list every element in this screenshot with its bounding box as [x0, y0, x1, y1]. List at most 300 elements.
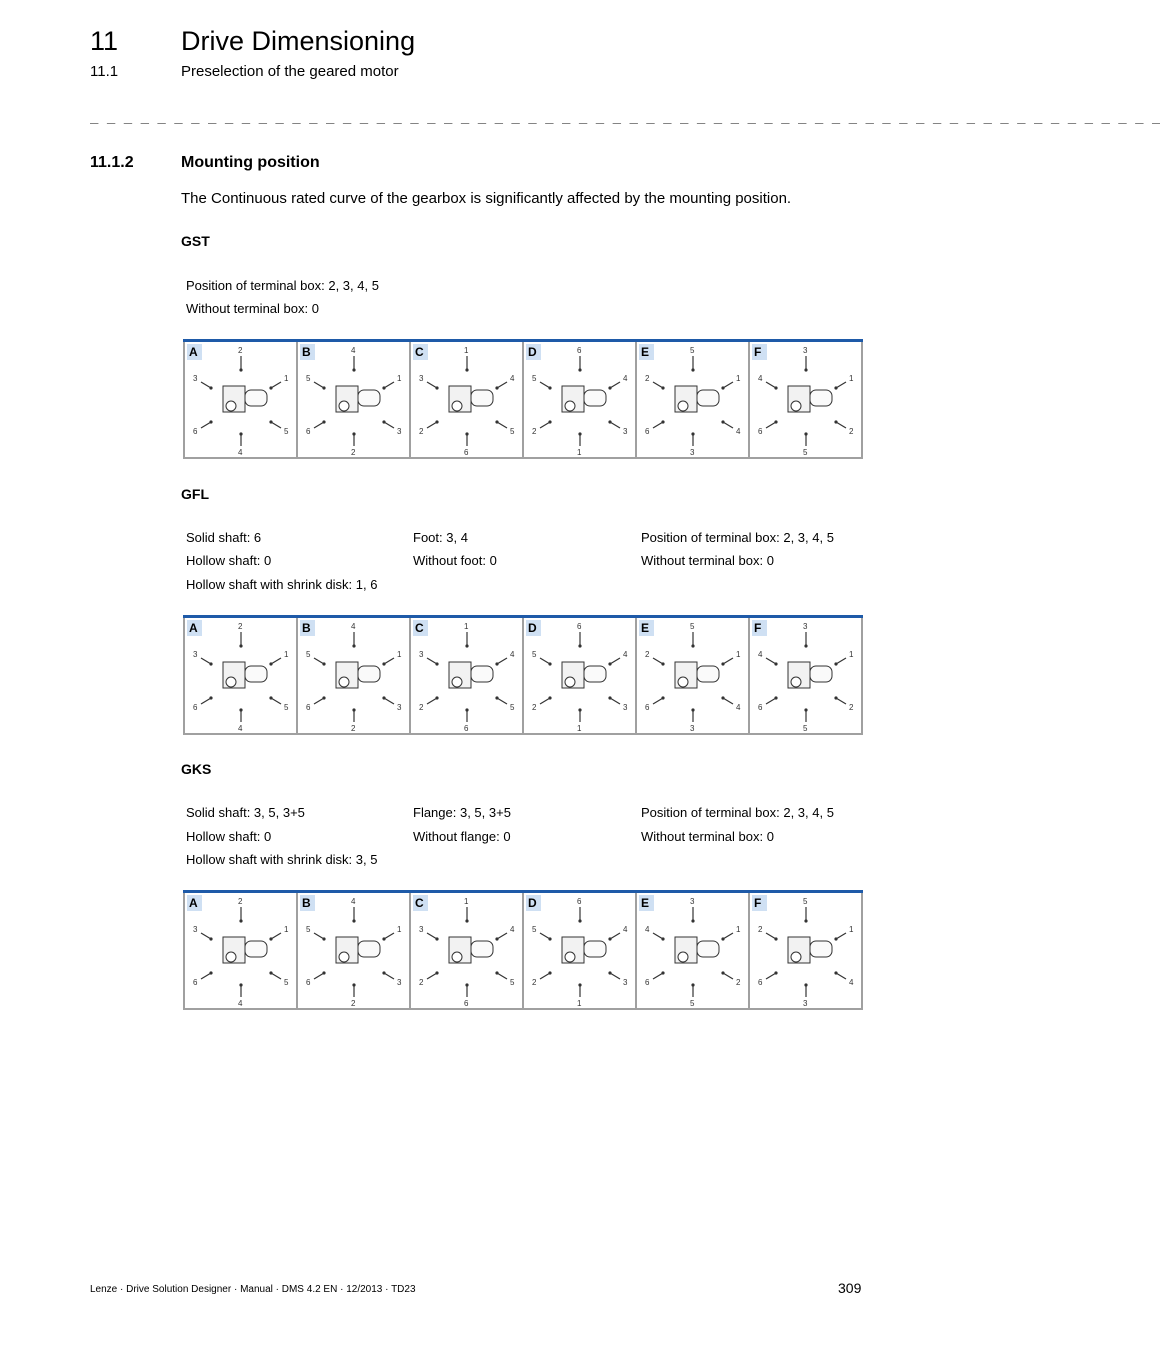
- arrow-head: [804, 432, 807, 435]
- arrow-head: [691, 644, 694, 647]
- output-shaft: [339, 401, 349, 411]
- spec-text: Without terminal box: 0: [186, 301, 319, 316]
- direction-number: 5: [690, 346, 695, 355]
- gearmotor-drawing: [524, 893, 636, 1010]
- direction-number: 4: [238, 999, 243, 1008]
- output-shaft: [678, 952, 688, 962]
- direction-arrow: [427, 382, 437, 388]
- direction-number: 2: [351, 448, 356, 457]
- arrow-head: [691, 983, 694, 986]
- arrow-head: [608, 971, 611, 974]
- output-shaft: [226, 401, 236, 411]
- direction-number: 5: [510, 427, 515, 436]
- arrow-head: [209, 662, 212, 665]
- arrow-head: [721, 662, 724, 665]
- direction-number: 6: [306, 427, 311, 436]
- direction-number: 5: [803, 448, 808, 457]
- direction-number: 5: [803, 724, 808, 733]
- direction-arrow: [271, 933, 281, 939]
- direction-arrow: [384, 933, 394, 939]
- direction-arrow: [540, 973, 550, 979]
- mounting-position-cell: [748, 618, 863, 735]
- mounting-position-cell: [296, 618, 411, 735]
- arrow-head: [495, 662, 498, 665]
- direction-number: 4: [351, 897, 356, 906]
- arrow-head: [269, 971, 272, 974]
- arrow-head: [435, 971, 438, 974]
- motor-body: [245, 666, 267, 682]
- output-shaft: [452, 401, 462, 411]
- direction-number: 5: [284, 978, 289, 987]
- arrow-head: [435, 662, 438, 665]
- output-shaft: [678, 401, 688, 411]
- arrow-head: [548, 937, 551, 940]
- direction-arrow: [723, 422, 733, 428]
- spec-text: Solid shaft: 3, 5, 3+5: [186, 805, 305, 820]
- direction-arrow: [497, 382, 507, 388]
- output-shaft: [339, 952, 349, 962]
- direction-number: 2: [758, 925, 763, 934]
- direction-arrow: [653, 973, 663, 979]
- arrow-head: [804, 644, 807, 647]
- motor-body: [245, 390, 267, 406]
- arrow-head: [352, 644, 355, 647]
- arrow-head: [578, 432, 581, 435]
- arrow-head: [691, 368, 694, 371]
- direction-number: 6: [758, 978, 763, 987]
- direction-arrow: [723, 658, 733, 664]
- arrow-head: [239, 644, 242, 647]
- arrow-head: [322, 420, 325, 423]
- arrow-head: [608, 696, 611, 699]
- direction-number: 6: [306, 703, 311, 712]
- direction-arrow: [540, 382, 550, 388]
- direction-number: 4: [758, 374, 763, 383]
- direction-arrow: [653, 933, 663, 939]
- direction-arrow: [384, 422, 394, 428]
- direction-number: 3: [803, 346, 808, 355]
- arrow-head: [774, 662, 777, 665]
- motor-body: [810, 666, 832, 682]
- mounting-position-cell: [522, 618, 637, 735]
- direction-number: 1: [577, 724, 582, 733]
- position-tag: A: [187, 620, 202, 636]
- arrow-head: [239, 368, 242, 371]
- direction-number: 1: [849, 925, 854, 934]
- mounting-position-cell: [748, 342, 863, 459]
- group-label-gfl: GFL: [181, 486, 209, 502]
- direction-arrow: [497, 658, 507, 664]
- direction-arrow: [836, 658, 846, 664]
- direction-arrow: [723, 933, 733, 939]
- direction-arrow: [610, 933, 620, 939]
- position-tag: B: [300, 344, 315, 360]
- arrow-head: [834, 662, 837, 665]
- position-tag: F: [752, 620, 767, 636]
- direction-number: 1: [849, 374, 854, 383]
- arrow-head: [804, 983, 807, 986]
- direction-arrow: [653, 422, 663, 428]
- direction-arrow: [201, 658, 211, 664]
- arrow-head: [435, 937, 438, 940]
- output-shaft: [565, 677, 575, 687]
- gearmotor-drawing: [524, 618, 636, 735]
- direction-number: 3: [803, 622, 808, 631]
- arrow-head: [495, 937, 498, 940]
- arrow-head: [495, 696, 498, 699]
- direction-number: 5: [532, 374, 537, 383]
- direction-number: 5: [306, 650, 311, 659]
- direction-number: 2: [419, 703, 424, 712]
- output-shaft: [452, 677, 462, 687]
- motor-body: [697, 390, 719, 406]
- direction-number: 2: [849, 427, 854, 436]
- direction-number: 2: [419, 427, 424, 436]
- gearmotor-drawing: [637, 893, 749, 1010]
- motor-body: [810, 941, 832, 957]
- direction-arrow: [540, 422, 550, 428]
- position-tag: B: [300, 895, 315, 911]
- gearmotor-drawing: [750, 618, 862, 735]
- arrow-head: [721, 937, 724, 940]
- direction-number: 5: [690, 622, 695, 631]
- chapter-title: Drive Dimensioning: [181, 26, 416, 56]
- direction-number: 4: [645, 925, 650, 934]
- direction-number: 1: [464, 897, 469, 906]
- motor-body: [358, 941, 380, 957]
- spec-text: Foot: 3, 4: [413, 530, 468, 545]
- motor-body: [810, 390, 832, 406]
- mounting-position-cell: [296, 893, 411, 1010]
- direction-arrow: [610, 422, 620, 428]
- position-tag: C: [413, 895, 428, 911]
- direction-number: 1: [736, 374, 741, 383]
- arrow-head: [269, 662, 272, 665]
- arrow-head: [269, 937, 272, 940]
- arrow-head: [548, 386, 551, 389]
- direction-number: 1: [284, 925, 289, 934]
- direction-arrow: [653, 382, 663, 388]
- arrow-head: [322, 696, 325, 699]
- arrow-head: [834, 696, 837, 699]
- direction-number: 3: [193, 925, 198, 934]
- arrow-head: [209, 971, 212, 974]
- motor-body: [697, 941, 719, 957]
- direction-arrow: [314, 658, 324, 664]
- direction-number: 4: [238, 724, 243, 733]
- direction-arrow: [497, 973, 507, 979]
- arrow-head: [804, 919, 807, 922]
- position-tag: F: [752, 344, 767, 360]
- direction-arrow: [723, 698, 733, 704]
- direction-arrow: [540, 658, 550, 664]
- direction-arrow: [427, 658, 437, 664]
- position-tag: A: [187, 344, 202, 360]
- gearmotor-drawing: [524, 342, 636, 459]
- output-shaft: [565, 952, 575, 962]
- arrow-head: [661, 696, 664, 699]
- direction-number: 4: [849, 978, 854, 987]
- spec-text: Position of terminal box: 2, 3, 4, 5: [641, 530, 834, 545]
- output-shaft: [791, 401, 801, 411]
- position-tag: D: [526, 620, 541, 636]
- motor-body: [584, 390, 606, 406]
- arrow-head: [608, 662, 611, 665]
- direction-number: 1: [849, 650, 854, 659]
- arrow-head: [352, 432, 355, 435]
- arrow-head: [322, 971, 325, 974]
- arrow-head: [834, 971, 837, 974]
- direction-number: 5: [306, 925, 311, 934]
- arrow-head: [661, 386, 664, 389]
- motor-body: [471, 390, 493, 406]
- direction-number: 3: [690, 897, 695, 906]
- direction-number: 3: [419, 374, 424, 383]
- direction-arrow: [653, 698, 663, 704]
- direction-arrow: [271, 658, 281, 664]
- spec-text: Without foot: 0: [413, 553, 497, 568]
- mounting-position-cell: [183, 893, 298, 1010]
- direction-number: 4: [736, 427, 741, 436]
- motor-body: [697, 666, 719, 682]
- gearmotor-drawing: [185, 618, 297, 735]
- arrow-head: [774, 386, 777, 389]
- direction-arrow: [271, 973, 281, 979]
- direction-number: 6: [193, 978, 198, 987]
- chapter-number: 11: [90, 26, 119, 56]
- direction-number: 2: [351, 724, 356, 733]
- gearmotor-drawing: [411, 342, 523, 459]
- arrow-head: [548, 662, 551, 665]
- direction-number: 4: [510, 650, 515, 659]
- arrow-head: [209, 386, 212, 389]
- position-tag: D: [526, 895, 541, 911]
- gearmotor-drawing: [637, 618, 749, 735]
- gearmotor-drawing: [637, 342, 749, 459]
- direction-number: 1: [577, 999, 582, 1008]
- arrow-head: [834, 937, 837, 940]
- direction-arrow: [427, 933, 437, 939]
- direction-number: 6: [306, 978, 311, 987]
- spec-text: Hollow shaft: 0: [186, 829, 272, 844]
- arrow-head: [239, 708, 242, 711]
- gearmotor-drawing: [750, 893, 862, 1010]
- motor-body: [245, 941, 267, 957]
- direction-arrow: [836, 382, 846, 388]
- arrow-head: [382, 696, 385, 699]
- mounting-grid-gfl: [183, 615, 863, 735]
- direction-arrow: [384, 973, 394, 979]
- direction-arrow: [271, 382, 281, 388]
- output-shaft: [226, 677, 236, 687]
- position-tag: C: [413, 620, 428, 636]
- direction-number: 1: [284, 650, 289, 659]
- arrow-head: [721, 696, 724, 699]
- mounting-position-cell: [748, 893, 863, 1010]
- arrow-head: [269, 420, 272, 423]
- intro-paragraph: The Continuous rated curve of the gearbox is significantly affected by the mounting position.: [181, 190, 792, 207]
- arrow-head: [209, 696, 212, 699]
- arrow-head: [465, 708, 468, 711]
- direction-number: 6: [464, 448, 469, 457]
- subsection-title: Mounting position: [181, 154, 320, 171]
- arrow-head: [834, 386, 837, 389]
- direction-arrow: [271, 422, 281, 428]
- spec-text: Hollow shaft: 0: [186, 553, 272, 568]
- direction-number: 1: [577, 448, 582, 457]
- arrow-head: [548, 971, 551, 974]
- direction-number: 1: [397, 374, 402, 383]
- direction-number: 5: [690, 999, 695, 1008]
- direction-number: 2: [419, 978, 424, 987]
- direction-number: 3: [690, 724, 695, 733]
- direction-number: 5: [284, 703, 289, 712]
- direction-number: 6: [577, 346, 582, 355]
- direction-number: 3: [419, 925, 424, 934]
- arrow-head: [352, 368, 355, 371]
- direction-arrow: [384, 382, 394, 388]
- arrow-head: [578, 983, 581, 986]
- position-tag: D: [526, 344, 541, 360]
- direction-number: 4: [510, 925, 515, 934]
- arrow-head: [322, 386, 325, 389]
- arrow-head: [382, 386, 385, 389]
- direction-number: 1: [464, 622, 469, 631]
- section-divider: _ _ _ _ _ _ _ _ _ _ _ _ _ _ _ _ _ _ _ _ _ _ _ _ _ _ _ _ _ _ _ _ _ _ _ _ _ _ _ _ _ _ _ _ _ _ _ _ _ _ _ _ _ _ _ _ _ _ _ _ _ _ _ _: [90, 108, 1160, 124]
- direction-number: 4: [623, 925, 628, 934]
- direction-arrow: [540, 698, 550, 704]
- direction-number: 4: [238, 448, 243, 457]
- section-number: 11.1: [90, 63, 119, 80]
- section-title: Preselection of the geared motor: [181, 63, 399, 80]
- arrow-head: [774, 971, 777, 974]
- mounting-grid-gst: [183, 339, 863, 459]
- direction-number: 3: [623, 427, 628, 436]
- arrow-head: [804, 368, 807, 371]
- direction-arrow: [836, 933, 846, 939]
- motor-body: [471, 941, 493, 957]
- direction-arrow: [723, 973, 733, 979]
- motor-body: [471, 666, 493, 682]
- position-tag: A: [187, 895, 202, 911]
- arrow-head: [465, 432, 468, 435]
- direction-number: 2: [238, 622, 243, 631]
- direction-arrow: [610, 698, 620, 704]
- spec-text: Solid shaft: 6: [186, 530, 262, 545]
- arrow-head: [209, 420, 212, 423]
- gearmotor-drawing: [750, 342, 862, 459]
- arrow-head: [578, 708, 581, 711]
- direction-arrow: [610, 382, 620, 388]
- arrow-head: [661, 662, 664, 665]
- arrow-head: [578, 644, 581, 647]
- direction-number: 3: [397, 427, 402, 436]
- arrow-head: [661, 937, 664, 940]
- direction-number: 2: [532, 703, 537, 712]
- direction-number: 3: [623, 703, 628, 712]
- output-shaft: [678, 677, 688, 687]
- gearmotor-drawing: [298, 342, 410, 459]
- arrow-head: [465, 983, 468, 986]
- arrow-head: [269, 696, 272, 699]
- arrow-head: [352, 983, 355, 986]
- mounting-position-cell: [635, 893, 750, 1010]
- direction-number: 1: [736, 925, 741, 934]
- direction-number: 5: [306, 374, 311, 383]
- direction-arrow: [610, 658, 620, 664]
- mounting-position-cell: [183, 342, 298, 459]
- arrow-head: [774, 420, 777, 423]
- group-label-gks: GKS: [181, 761, 212, 777]
- spec-text: Hollow shaft with shrink disk: 1, 6: [186, 577, 378, 592]
- arrow-head: [435, 696, 438, 699]
- mounting-grid-gks: [183, 890, 863, 1010]
- arrow-head: [548, 420, 551, 423]
- arrow-head: [691, 708, 694, 711]
- arrow-head: [578, 919, 581, 922]
- mounting-position-cell: [183, 618, 298, 735]
- direction-arrow: [766, 422, 776, 428]
- direction-arrow: [314, 973, 324, 979]
- direction-arrow: [271, 698, 281, 704]
- direction-arrow: [427, 422, 437, 428]
- footer-text: Lenze · Drive Solution Designer · Manual · DMS 4.2 EN · 12/2013 · TD23: [90, 1284, 416, 1295]
- arrow-head: [239, 919, 242, 922]
- output-shaft: [565, 401, 575, 411]
- direction-arrow: [766, 698, 776, 704]
- direction-number: 4: [623, 374, 628, 383]
- arrow-head: [548, 696, 551, 699]
- direction-number: 4: [351, 622, 356, 631]
- direction-number: 3: [397, 703, 402, 712]
- direction-number: 3: [193, 650, 198, 659]
- arrow-head: [774, 696, 777, 699]
- output-shaft: [452, 952, 462, 962]
- arrow-head: [239, 983, 242, 986]
- arrow-head: [495, 420, 498, 423]
- output-shaft: [226, 952, 236, 962]
- arrow-head: [691, 432, 694, 435]
- position-tag: F: [752, 895, 767, 911]
- direction-number: 2: [532, 427, 537, 436]
- direction-arrow: [201, 933, 211, 939]
- direction-arrow: [384, 698, 394, 704]
- motor-body: [584, 941, 606, 957]
- direction-arrow: [427, 698, 437, 704]
- direction-number: 6: [464, 999, 469, 1008]
- mounting-position-cell: [522, 342, 637, 459]
- gearmotor-drawing: [298, 893, 410, 1010]
- direction-arrow: [497, 422, 507, 428]
- mounting-position-cell: [635, 618, 750, 735]
- direction-number: 3: [419, 650, 424, 659]
- group-label-gst: GST: [181, 233, 210, 249]
- arrow-head: [834, 420, 837, 423]
- direction-number: 5: [510, 978, 515, 987]
- direction-arrow: [201, 973, 211, 979]
- arrow-head: [209, 937, 212, 940]
- motor-body: [358, 666, 380, 682]
- direction-number: 1: [397, 925, 402, 934]
- direction-number: 6: [193, 427, 198, 436]
- output-shaft: [339, 677, 349, 687]
- subsection-number: 11.1.2: [90, 154, 134, 171]
- direction-arrow: [384, 658, 394, 664]
- direction-arrow: [766, 933, 776, 939]
- direction-number: 2: [238, 897, 243, 906]
- arrow-head: [322, 662, 325, 665]
- direction-number: 4: [510, 374, 515, 383]
